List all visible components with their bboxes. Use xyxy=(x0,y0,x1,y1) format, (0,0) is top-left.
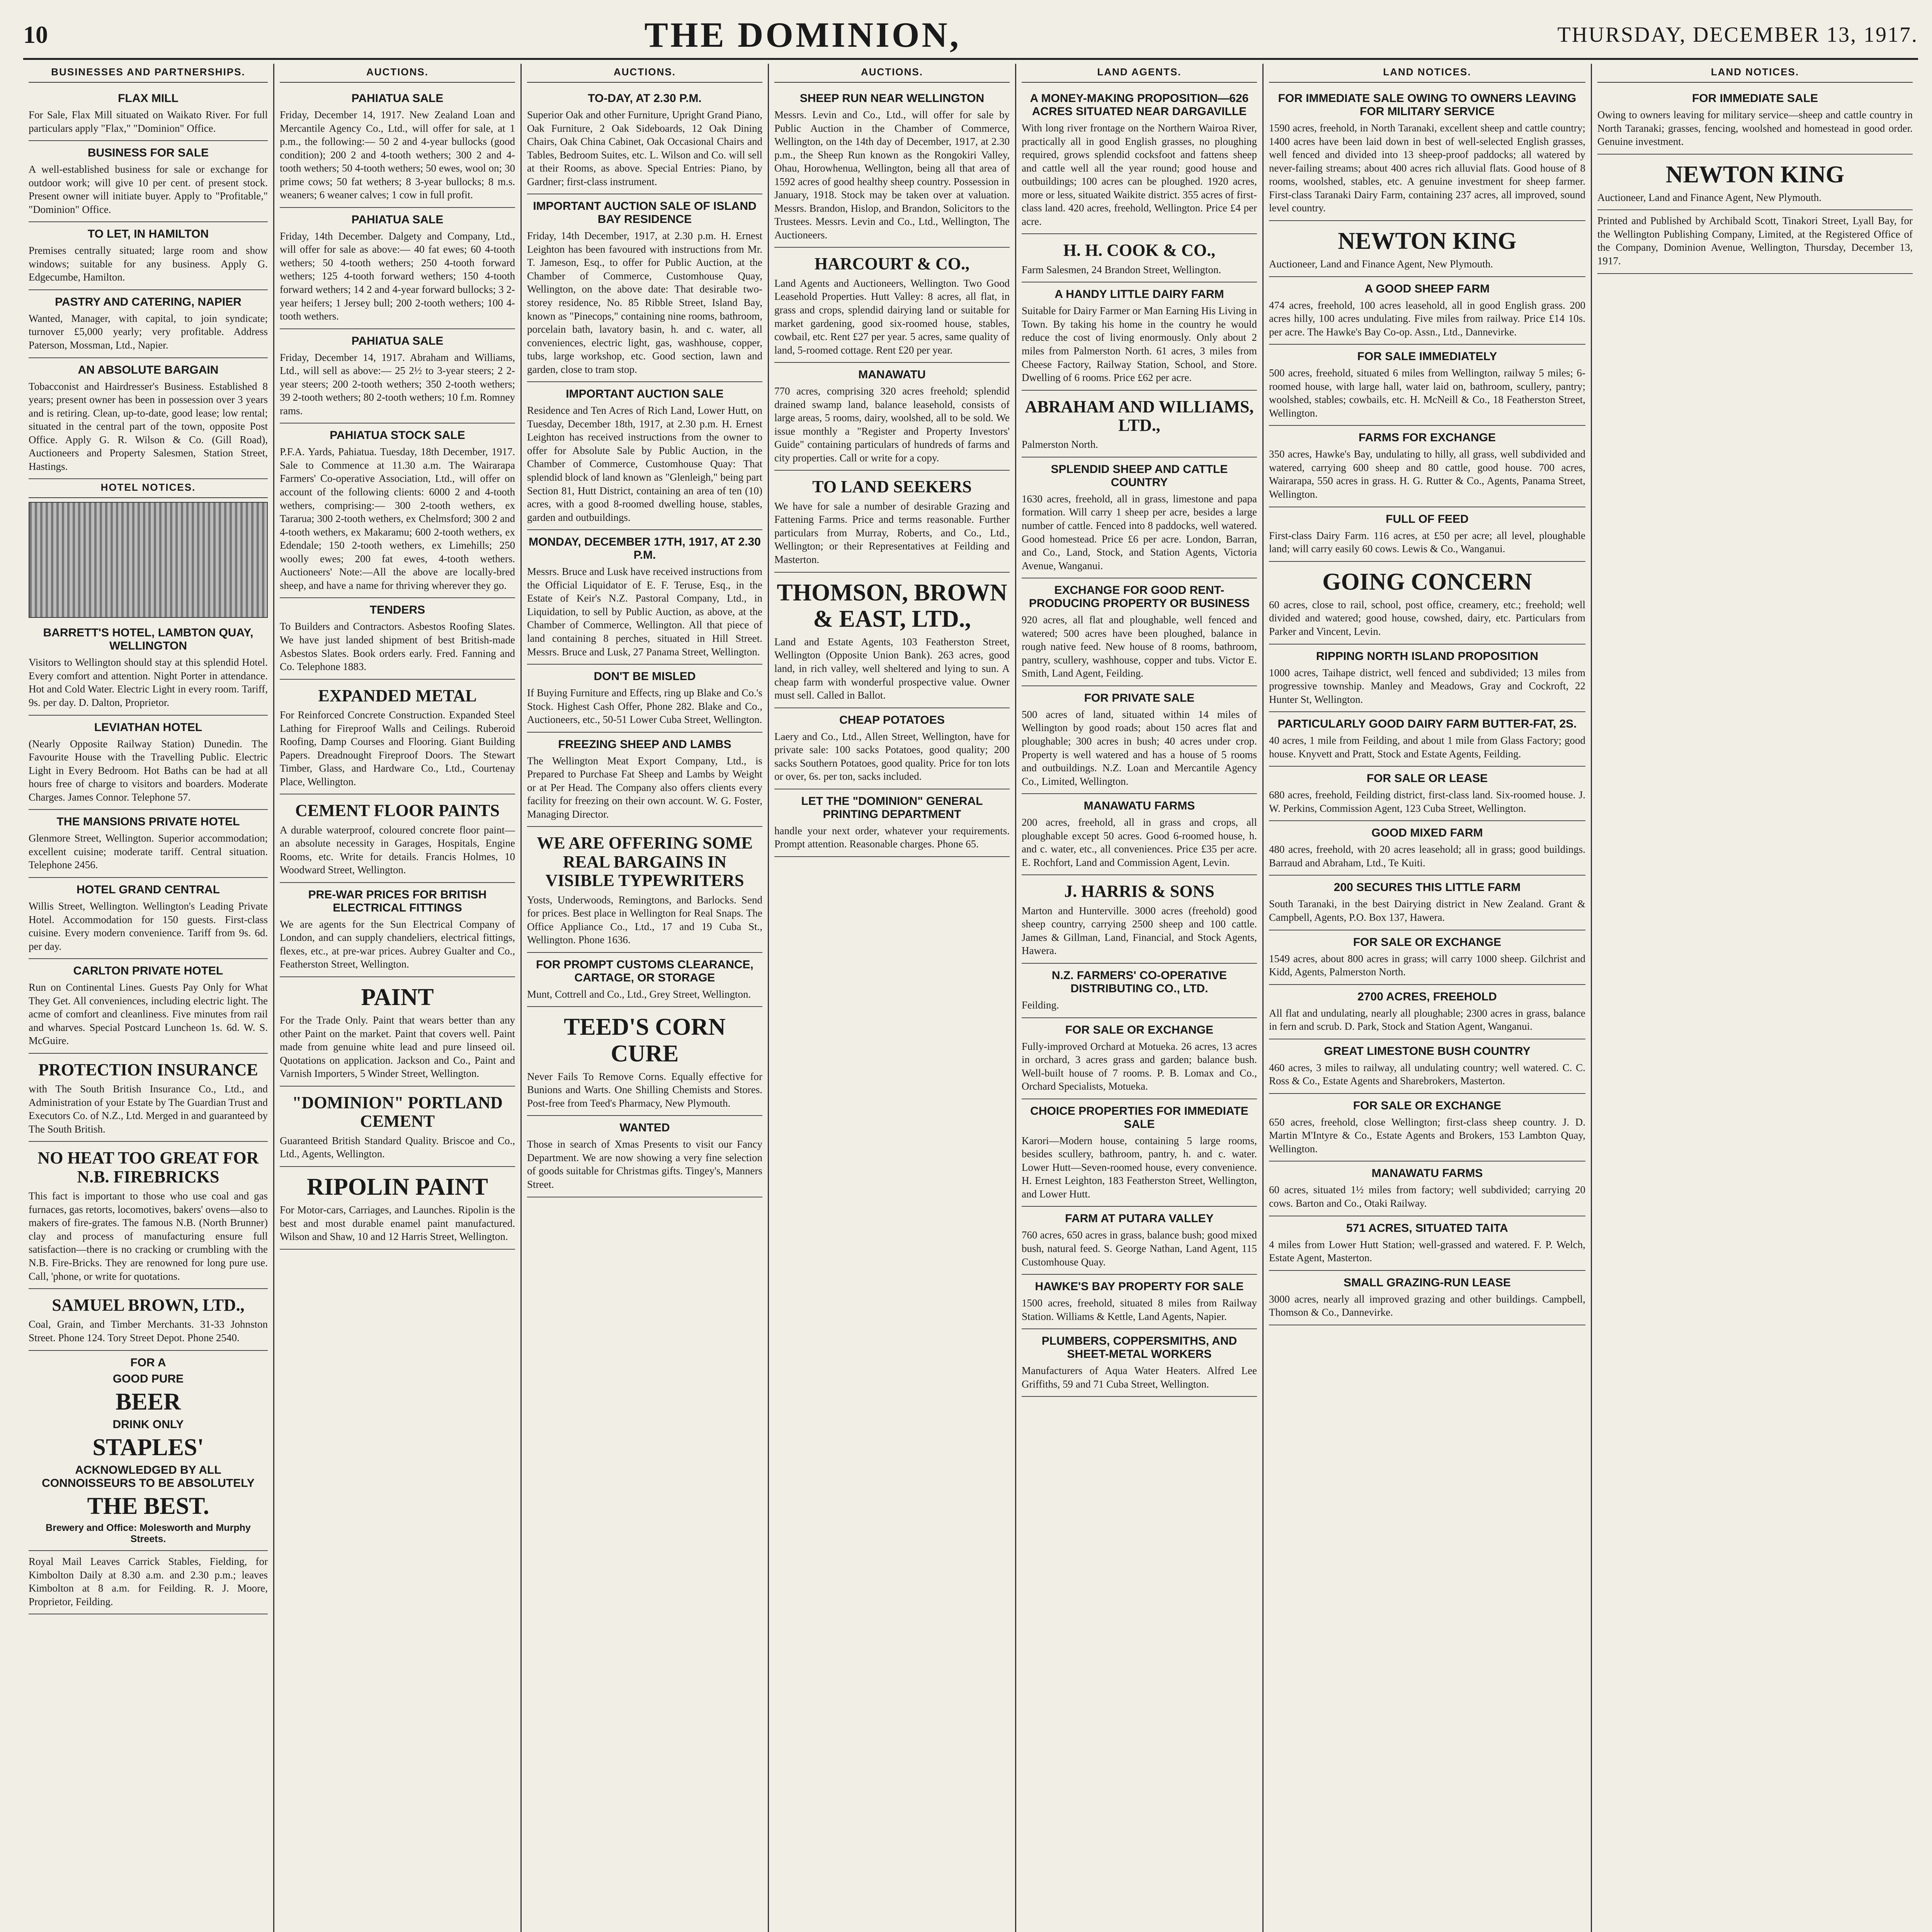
advert-text: 650 acres, freehold, close Wellington; first-class sheep country. J. D. Martin M'Intyre & Co., Estate Agents and Brokers, 153 Lambton Quay, Wellington. xyxy=(1269,1116,1585,1155)
advert-text: handle your next order, whatever your requirements. Prompt attention. Reasonable charges. Phone 65. xyxy=(774,825,1010,850)
advert xyxy=(280,423,515,598)
advert-heading: NEWTON KING xyxy=(1338,228,1517,254)
section-heading: LAND NOTICES. xyxy=(1597,64,1913,83)
advert-heading: IMPORTANT AUCTION SALE xyxy=(566,388,724,401)
advert-text: For the Trade Only. Paint that wears better than any other Paint on the market. Paint that covers well. Paint made from genuine white lead and pure linseed oil. Quotations on application. Jackson and Co., Paint and Varnish Importers, 5 Winder Street, Wellington. xyxy=(280,1014,515,1080)
advert-text: 920 acres, all flat and ploughable, well fenced and watered; 500 acres have been ploughed, balance in rough native feed. New house of 8 rooms, bathroom, pantry, scullery, washhouse, copper and tubs. Victor E. Smith, Land Agent, Feilding. xyxy=(1022,614,1257,679)
advert xyxy=(29,1551,268,1614)
advert-heading: ABRAHAM AND WILLIAMS, LTD., xyxy=(1025,397,1254,435)
masthead xyxy=(23,12,1918,60)
newspaper-title: THE DOMINION, xyxy=(644,15,961,54)
advert-heading: A GOOD SHEEP FARM xyxy=(1364,282,1490,295)
section-heading: LAND AGENTS. xyxy=(1022,64,1257,83)
advert-heading: N.Z. FARMERS' CO-OPERATIVE DISTRIBUTING CO., LTD. xyxy=(1051,969,1227,995)
page-number: 10 xyxy=(23,21,48,48)
advert xyxy=(774,87,1010,248)
advert-text: Marton and Hunterville. 3000 acres (freehold) good sheep country, carrying 2500 sheep and 100 cattle. James & Gillman, Land, Financial, and Stock Agents, Hawera. xyxy=(1022,905,1257,957)
advert xyxy=(29,222,268,290)
advert-text: With long river frontage on the Northern Wairoa River, practically all in good English grasses, no ploughing required, grows splendid cocksfoot and fattens sheep and cattle well all the year round; good house and outbuildings; 100 acres can be ploughed. 1920 acres, more or less, situated Waikite district. 355 acres of first-class land. 420 acres, freehold, Wellington. Price £4 per acre. xyxy=(1022,122,1257,227)
advert xyxy=(29,87,268,141)
advert xyxy=(527,194,762,382)
advert-heading: CEMENT FLOOR PAINTS xyxy=(295,801,500,820)
advert xyxy=(1269,1094,1585,1162)
advert-heading: EXPANDED METAL xyxy=(318,686,477,705)
advert-text: 60 acres, close to rail, school, post office, creamery, etc.; freehold; well divided and watered; good house, cowshed, dairy, etc. Particulars from Parker and Vincent, Levin. xyxy=(1269,599,1585,637)
advert-heading: FOR SALE OR EXCHANGE xyxy=(1353,935,1502,949)
column-5 xyxy=(1016,64,1264,1932)
advert xyxy=(1022,686,1257,794)
advert xyxy=(29,1054,268,1142)
advert xyxy=(1269,712,1585,767)
advert-heading: MANAWATU xyxy=(858,368,926,381)
advert-text: Yosts, Underwoods, Remingtons, and Barlocks. Send for prices. Best place in Wellington for Real Snaps. The Office Appliance Co., Ltd., 17 and 19 Cuba St., Wellington. Phone 1636. xyxy=(527,894,762,946)
advert xyxy=(1269,87,1585,221)
advert-heading: HARCOURT & CO., xyxy=(815,254,969,274)
advert xyxy=(1269,930,1585,985)
advert-heading: 571 ACRES, SITUATED TAITA xyxy=(1346,1221,1508,1235)
advert xyxy=(774,363,1010,471)
advert-text: We have for sale a number of desirable Grazing and Fattening Farms. Price and terms reasonable. Further particulars from Murray, Roberts, and Co., Ltd., Wellington; or their Representatives at Feilding and Masterton. xyxy=(774,500,1010,565)
advert-heading: TO-DAY, AT 2.30 P.M. xyxy=(588,92,702,105)
advert-heading: FREEZING SHEEP AND LAMBS xyxy=(558,738,731,751)
section-heading: AUCTIONS. xyxy=(280,64,515,83)
advert-heading: FOR SALE OR EXCHANGE xyxy=(1065,1023,1214,1036)
advert-heading: EXCHANGE FOR GOOD RENT-PRODUCING PROPERTY OR BUSINESS xyxy=(1029,584,1250,610)
advert-heading: RIPOLIN PAINT xyxy=(306,1173,488,1200)
advert-heading: A HANDY LITTLE DAIRY FARM xyxy=(1054,288,1224,301)
advert xyxy=(29,878,268,959)
advert xyxy=(527,382,762,530)
advert-text: 200 acres, freehold, all in grass and crops, all ploughable except 50 acres. Good 6-roomed house, h. and c. water, etc., all conveniences. Price £35 per acre. E. Rochfort, Land and Commission Agent, Levin. xyxy=(1022,816,1257,868)
column-4 xyxy=(769,64,1016,1932)
advert-text: Tobacconist and Hairdresser's Business. Established 8 years; present owner has been in possession over 3 years and is retiring. Clean, up-to-date, good lease; low rental; situated in the central part of the town, opposite Post Office. Apply G. R. Wilson & Co. (Gill Road), Auctioneers and Property Salesmen, Station Street, Hastings. xyxy=(29,380,268,472)
advert-text: Land and Estate Agents, 103 Featherston Street, Wellington (Opposite Union Bank). 263 acres, good land, in rich valley, well sheltered and lying to sun. A cheap farm with wonderful prospective value. Owner must sell. Called in Ballot. xyxy=(774,636,1010,701)
advert-text: Karori—Modern house, containing 5 large rooms, besides scullery, bathroom, pantry, h. and c. water. Lower Hutt—Seven-roomed house, every convenience. H. Ernest Leighton, 183 Featherston Street, Wellington, and Lower Hutt. xyxy=(1022,1134,1257,1200)
advert xyxy=(280,680,515,795)
advert-heading: LEVIATHAN HOTEL xyxy=(94,721,202,734)
advert-heading: GOING CONCERN xyxy=(1322,568,1532,595)
advert-text: 1500 acres, freehold, situated 8 miles from Railway Station. Williams & Kettle, Land Agents, Napier. xyxy=(1022,1297,1257,1322)
advert xyxy=(527,530,762,665)
advert-heading: PAHIATUA SALE xyxy=(351,92,444,105)
advert-text: Those in search of Xmas Presents to visit our Fancy Department. We are now showing a very fine selection of goods suitable for Christmas gifts. Tingey's, Manners Street. xyxy=(527,1138,762,1190)
hotel-illustration xyxy=(29,502,268,618)
advert-heading: PLUMBERS, COPPERSMITHS, AND SHEET-METAL WORKERS xyxy=(1041,1335,1237,1361)
advert xyxy=(1269,426,1585,507)
column-2 xyxy=(274,64,522,1932)
advert xyxy=(1269,876,1585,930)
advert-text: 40 acres, 1 mile from Feilding, and about 1 mile from Glass Factory; good house. Knyvett and Pratt, Stock and Estate Agents, Feilding. xyxy=(1269,735,1585,760)
advert-text: If Buying Furniture and Effects, ring up Blake and Co.'s Stock. Highest Cash Offer, Phone 282. Blake and Co., Auctioneers, etc., 50-51 Lower Cuba Street, Wellington. xyxy=(527,687,762,726)
advert xyxy=(280,883,515,977)
advert-text: Glenmore Street, Wellington. Superior accommodation; excellent cuisine; moderate tariff. Central situation. Telephone 2456. xyxy=(29,832,268,871)
section-heading: AUCTIONS. xyxy=(774,64,1010,83)
advert xyxy=(527,827,762,952)
advert xyxy=(527,733,762,827)
advert xyxy=(1269,821,1585,876)
advert-heading: LET THE "DOMINION" GENERAL PRINTING DEPARTMENT xyxy=(801,794,983,821)
advert-text: 770 acres, comprising 320 acres freehold; splendid drained swamp land, balance leasehold, consists of large areas, 5 rooms, dairy, woolshed, all to be sold. We issue monthly a "Register and Property Investors' Guide" containing particulars of hundreds of farms and city properties. Call or write for a copy. xyxy=(774,385,1010,464)
advert xyxy=(1022,87,1257,234)
advert-heading: PAINT xyxy=(361,984,434,1011)
advert-text: 480 acres, freehold, with 20 acres leasehold; all in grass; good buildings. Barraud and Abraham, Ltd., Te Kuiti. xyxy=(1269,844,1585,869)
advert-text: Friday, December 14, 1917. New Zealand Loan and Mercantile Agency Co., Ltd., will offer for sale, at 1 p.m., the following:— 50 2 and 4-year bullocks (good condition); 200 2 and 4-tooth wethers; 300 2 and 4-tooth wethers; 50 4-tooth wethers; 50 ewes, wool on; 30 prime cows; 50 fat wethers; 8 3-year bullocks; 8 m.s. weaners; 6 weaner calves; 1 cow in full profit. xyxy=(280,109,515,201)
advert xyxy=(29,621,268,715)
advert-text: Guaranteed British Standard Quality. Briscoe and Co., Ltd., Agents, Wellington. xyxy=(280,1134,515,1160)
advert-text: Messrs. Levin and Co., Ltd., will offer for sale by Public Auction in the Chamber of Commerce, Wellington, on the 14th day of December, 1917, at 2.30 p.m., the Sheep Run known as the Rongokiri Valley, Ohau, Horowhenua, Wellington, being all that area of 1592 acres of good healthy sheep country. Possession in January, 1918. Stock may be taken over at valuation. Messrs. Brandon, Hislop, and Brandon, Solicitors to the Trustees. Messrs. Levin and Co., Ltd., Wellington, The Auctioneers. xyxy=(774,109,1010,241)
advert xyxy=(29,810,268,878)
advert xyxy=(280,598,515,679)
advert-text: Coal, Grain, and Timber Merchants. 31-33 Johnston Street. Phone 124. Tory Street Depot. Phone 2540. xyxy=(29,1318,268,1344)
advert xyxy=(1269,221,1585,277)
advert xyxy=(280,1167,515,1250)
advert-heading: FOR IMMEDIATE SALE OWING TO OWNERS LEAVING FOR MILITARY SERVICE xyxy=(1278,92,1577,118)
advert-text: P.F.A. Yards, Pahiatua. Tuesday, 18th December, 1917. Sale to Commence at 11.30 a.m. The Wairarapa Farmers' Co-operative Association, Ltd., will offer on account of the following clients: 6000 2 and 4-tooth wethers, comprising:— 300 2-tooth wethers, ex Tararua; 300 2-tooth wethers, ex Chelmsford; 300 2 and 4-tooth wethers, ex Makaramu; 600 2-tooth wethers, ex Edendale; 150 2-tooth wethers, ex Limehills; 250 woolly ewes; 200 fat ewes, 4-tooth wethers. Auctioneers' Note:—All the above are locally-bred sheep, and have a name for thriving wherever they go. xyxy=(280,446,515,591)
advert-heading: PAHIATUA SALE xyxy=(351,213,444,226)
advert-heading: TEED'S CORN CURE xyxy=(564,1014,726,1067)
advert-text: We are agents for the Sun Electrical Company of London, and can supply chandeliers, electrical fittings, flexes, etc., at pre-war prices. Aubrey Gualter and Co., Featherston Street, Wellington. xyxy=(280,918,515,970)
advert-heading: CARLTON PRIVATE HOTEL xyxy=(73,964,223,978)
advert-heading: SAMUEL BROWN, LTD., xyxy=(52,1296,245,1315)
advert-text: To Builders and Contractors. Asbestos Roofing Slates. We have just landed shipment of best British-made Asbestos Slates. Book orders early. Fred. Fanning and Co. Telephone 1883. xyxy=(280,621,515,673)
section-heading: HOTEL NOTICES. xyxy=(29,479,268,498)
advert xyxy=(1022,578,1257,686)
advert xyxy=(280,977,515,1087)
column-1 xyxy=(23,64,274,1932)
advert xyxy=(1269,345,1585,426)
advert-text: This fact is important to those who use coal and gas furnaces, gas retorts, locomotives, bakers' ovens—also to makers of fire-grates. The famous N.B. (North Brunner) clay and process of manufacturing ensure full satisfaction—there is no cracking or crumbling with the N.B. Fire-Bricks. They are renowned for long pure use. Call, 'phone, or write for quotations. xyxy=(29,1190,268,1282)
advert-heading: MANAWATU FARMS xyxy=(1083,799,1195,813)
advert-heading: CHEAP POTATOES xyxy=(839,713,945,726)
advert-text: Feilding. xyxy=(1022,999,1059,1011)
advert-text: A durable waterproof, coloured concrete floor paint—an absolute necessity in Garages, Hospitals, Engine Rooms, etc. Write for details. Francis Holmes, 10 Woodward Street, Wellington. xyxy=(280,824,515,876)
advert-text: Laery and Co., Ltd., Allen Street, Wellington, have for private sale: 100 sacks Potatoes, good quality; 200 sacks Southern Potatoes, good quality. Price for ton lots or over, 6s. per ton, sacks included. xyxy=(774,730,1010,782)
advert-headline: THE BEST. xyxy=(87,1493,209,1519)
advert xyxy=(280,794,515,883)
advert-text: Fully-improved Orchard at Motueka. 26 acres, 13 acres in orchard, 3 acres grass and garden; balance bush. Well-built house of 7 rooms. P. B. Lomax and Co., Orchard Specialists, Motueka. xyxy=(1022,1040,1257,1092)
advert xyxy=(774,248,1010,363)
advert xyxy=(527,1116,762,1197)
advert-heading: NO HEAT TOO GREAT FOR N.B. FIREBRICKS xyxy=(37,1148,259,1186)
advert-heading: TO LAND SEEKERS xyxy=(812,477,972,497)
advert-heading: FARMS FOR EXCHANGE xyxy=(1358,431,1496,444)
advert xyxy=(1022,457,1257,578)
advert-text: Willis Street, Wellington. Wellington's Leading Private Hotel. Accommodation for 150 guests. First-class cuisine. Every modern convenience. Tariff from 9s. 6d. per day. xyxy=(29,900,268,952)
advert-heading: PRE-WAR PRICES FOR BRITISH ELECTRICAL FITTINGS xyxy=(308,888,487,914)
advert xyxy=(29,290,268,358)
columns xyxy=(23,64,1918,1932)
printer-imprint: Printed and Published by Archibald Scott, Tinakori Street, Lyall Bay, for the Wellington Publishing Company, Limited, at the Registered Office of the Company, Dominion Avenue, Wellington, Thursday, December 13, 1917. xyxy=(1597,215,1913,267)
advert-heading: PAHIATUA STOCK SALE xyxy=(330,429,465,442)
advert-text: 4 miles from Lower Hutt Station; well-grassed and watered. F. P. Welch, Estate Agent, Masterton. xyxy=(1269,1238,1585,1264)
advert-heading: 200 SECURES THIS LITTLE FARM xyxy=(1333,881,1521,894)
advert xyxy=(1022,1275,1257,1329)
advert-text: Premises centrally situated; large room and show windows; suitable for any business. Apply G. Edgecumbe, Hamilton. xyxy=(29,245,268,283)
advert-text: Never Fails To Remove Corns. Equally effective for Bunions and Warts. One Shilling Chemists and Stores. Post-free from Teed's Pharmacy, New Plymouth. xyxy=(527,1070,762,1109)
brand-name: STAPLES' xyxy=(92,1434,204,1461)
advert-text: 60 acres, situated 1½ miles from factory; well subdivided; carrying 20 cows. Barton and Co., Otaki Railway. xyxy=(1269,1184,1585,1209)
advert xyxy=(29,141,268,222)
advert-text: Suitable for Dairy Farmer or Man Earning His Living in Town. By taking his home in the country he would reduce the cost of living enormously. Only about 2 miles from Palmerston North. 61 acres, 3 miles from Cheese Factory, Railway Station, School, and Store. Dwelling of 6 rooms. Price £62 per acre. xyxy=(1022,305,1257,384)
advert-line: GOOD PURE xyxy=(112,1372,184,1385)
advert-heading: PARTICULARLY GOOD DAIRY FARM BUTTER-FAT, 2S. xyxy=(1277,718,1577,731)
advert-text: 1590 acres, freehold, in North Taranaki, excellent sheep and cattle country; 1400 acres have been laid down in best of well-selected English grasses, well fenced and divided into 13 sheep-proof paddocks; all watered by never-failing streams; about 400 acres rich alluvial flats. Good house of 8 rooms, woolshed, stables, etc. A genuine investment for sheep farmer. First-class Taranaki Dairy Farm, containing 237 acres, all improved, sound level country. xyxy=(1269,122,1585,214)
advert-heading: FULL OF FEED xyxy=(1386,512,1469,526)
advert-heading: PAHIATUA SALE xyxy=(351,334,444,347)
advert xyxy=(527,953,762,1007)
advert xyxy=(527,1007,762,1116)
advert xyxy=(29,358,268,480)
issue-date: THURSDAY, DECEMBER 13, 1917. xyxy=(1557,23,1918,47)
advert-heading: H. H. COOK & CO., xyxy=(1063,241,1216,260)
advert xyxy=(29,1289,268,1350)
advert-heading: THOMSON, BROWN & EAST, LTD., xyxy=(777,579,1007,632)
column-3 xyxy=(522,64,769,1932)
advert-heading: FARM AT PUTARA VALLEY xyxy=(1065,1212,1214,1225)
advert-heading: THE MANSIONS PRIVATE HOTEL xyxy=(56,815,240,828)
advert-text: Wanted, Manager, with capital, to join syndicate; turnover £5,000 yearly; very profitable. Address Paterson, Mossman, Ltd., Napier. xyxy=(29,312,268,351)
advert-line: DRINK ONLY xyxy=(112,1418,184,1431)
advert-heading: HAWKE'S BAY PROPERTY FOR SALE xyxy=(1035,1280,1244,1293)
advert xyxy=(1269,1162,1585,1216)
advert-heading: NEWTON KING xyxy=(1665,161,1845,188)
advert-heading: MANAWATU FARMS xyxy=(1371,1167,1483,1180)
advert-heading: FOR SALE OR EXCHANGE xyxy=(1353,1099,1502,1112)
section-heading: AUCTIONS. xyxy=(527,64,762,83)
advert xyxy=(29,959,268,1054)
advert-text: 500 acres, freehold, situated 6 miles from Wellington, railway 5 miles; 6-roomed house, with large hall, water laid on, bathroom, scullery, pantry; woolshed, stables; cowbails, etc. H. McNeill & Co., 18 Featherston Street, Wellington. xyxy=(1269,367,1585,419)
advert-text: Royal Mail Leaves Carrick Stables, Fielding, for Kimbolton Daily at 8.30 a.m. and 2.30 p.m.; leaves Kimbolton at 8 a.m. for Feilding. R. J. Moore, Proprietor, Feilding. xyxy=(29,1556,268,1607)
advert xyxy=(280,87,515,208)
advert-heading: PASTRY AND CATERING, NAPIER xyxy=(55,295,242,308)
advert-text: For Motor-cars, Carriages, and Launches. Ripolin is the best and most durable enamel paint manufactured. Wilson and Shaw, 10 and 12 Harris Street, Wellington. xyxy=(280,1204,515,1243)
advert xyxy=(1269,1216,1585,1271)
advert-heading: AN ABSOLUTE BARGAIN xyxy=(78,363,219,376)
advert xyxy=(1269,767,1585,821)
advert-text: Palmerston North. xyxy=(1022,439,1098,451)
advert-text: Auctioneer, Land and Finance Agent, New Plymouth. xyxy=(1269,258,1493,270)
advert-text: Run on Continental Lines. Guests Pay Only for What They Get. All conveniences, including electric light. The acme of comfort and cleanliness. Five minutes from rail and wharves. Special Postcard Luncheon 1s. 6d. W. S. McGuire. xyxy=(29,981,268,1047)
advert-heading: BUSINESS FOR SALE xyxy=(87,146,209,160)
advert-heading: WE ARE OFFERING SOME REAL BARGAINS IN VISIBLE TYPEWRITERS xyxy=(537,833,753,890)
column-6 xyxy=(1264,64,1592,1932)
advert-text: 474 acres, freehold, 100 acres leasehold, all in good English grass. 200 acres hilly, 100 acres undulating. Five miles from railway. Price £14 10s. per acre. The Hawke's Bay Co-op. Assn., Ltd., Dannevirke. xyxy=(1269,299,1585,338)
advert-text: with The South British Insurance Co., Ltd., and Administration of your Estate by The Guardian Trust and Executors Co. of N.Z., Ltd. Merged in and guaranteed by The South British. xyxy=(29,1083,268,1135)
advert-heading: DON'T BE MISLED xyxy=(594,670,696,683)
advert xyxy=(1269,277,1585,345)
advert-heading: TENDERS xyxy=(369,604,425,617)
advert-heading: MONDAY, DECEMBER 17TH, 1917, AT 2.30 P.M. xyxy=(529,536,761,562)
advert-heading: GOOD MIXED FARM xyxy=(1371,827,1483,840)
advert xyxy=(280,208,515,329)
advert-heading: TO LET, IN HAMILTON xyxy=(87,228,209,241)
advert-text: 350 acres, Hawke's Bay, undulating to hilly, all grass, well subdivided and watered, carrying 600 sheep and 80 cattle, good house. 700 acres, Wairarapa, 550 acres in grass. H. G. Rutter & Co., Agents, Panama Street, Wellington. xyxy=(1269,448,1585,500)
advert-heading: SPLENDID SHEEP AND CATTLE COUNTRY xyxy=(1051,463,1228,489)
advert-heading: SMALL GRAZING-RUN LEASE xyxy=(1344,1276,1511,1289)
advert-text: Land Agents and Auctioneers, Wellington. Two Good Leasehold Properties. Hutt Valley: 8 acres, all flat, in grass and crops, splendid dairying land or suitable for market gardening, good six-roomed house, stables, cowbail, etc. Rent £27 per year. 5 acres, same quality of land, 5-roomed cottage. Rent £20 per year. xyxy=(774,277,1010,356)
advert xyxy=(1022,282,1257,390)
advert xyxy=(1022,391,1257,457)
advert xyxy=(1269,562,1585,645)
advert xyxy=(1022,875,1257,964)
advert xyxy=(1022,234,1257,282)
advert xyxy=(1269,985,1585,1039)
advert-text: 1549 acres, about 800 acres in grass; will carry 1000 sheep. Gilchrist and Kidd, Agents, Palmerston North. xyxy=(1269,952,1585,978)
advert-text: 1000 acres, Taihape district, well fenced and subdivided; 13 miles from progressive township. Manley and Meadows, Gray and Cockroft, 22 Hunter St, Wellington. xyxy=(1269,667,1585,705)
advert xyxy=(1022,1329,1257,1397)
column-7 xyxy=(1592,64,1918,1932)
advert xyxy=(774,471,1010,572)
advert xyxy=(774,789,1010,857)
advert xyxy=(1022,794,1257,875)
advert-text: First-class Dairy Farm. 116 acres, at £50 per acre; all level, ploughable land; will carry easily 60 cows. Lewis & Co., Wanganui. xyxy=(1269,529,1585,555)
advert-heading: "DOMINION" PORTLAND CEMENT xyxy=(292,1093,503,1131)
advert-text: All flat and undulating, nearly all ploughable; 2300 acres in grass, balance in fern and scrub. D. Park, Stock and Station Agent, Wanganui. xyxy=(1269,1007,1585,1032)
advert-text: The Wellington Meat Export Company, Ltd., is Prepared to Purchase Fat Sheep and Lambs by Weight or at Per Head. The Company also offers clients every facility for freezing on their own account. W. G. Foster, Managing Director. xyxy=(527,755,762,820)
advert-text: 460 acres, 3 miles to railway, all undulating country; well watered. C. C. Ross & Co., Estate Agents and Sharebrokers, Masterton. xyxy=(1269,1061,1585,1087)
advert-text: Manufacturers of Aqua Water Heaters. Alfred Lee Griffiths, 59 and 71 Cuba Street, Wellington. xyxy=(1022,1365,1257,1390)
advert-heading: FOR SALE IMMEDIATELY xyxy=(1357,350,1497,363)
advert-text: Residence and Ten Acres of Rich Land, Lower Hutt, on Tuesday, December 18th, 1917, at 2.30 p.m. H. Ernest Leighton has received instructions from the owner to offer for Absolute Sale by Public Auction, in the Chamber of Commerce, Customhouse Quay: That splendid block of land known as "Glenleigh," being part Section 81, Hutt District, containing an area of ten (10) acres, with a good 8-roomed dwelling house, stables, garden and outbuildings. xyxy=(527,405,762,523)
advert-heading: CHOICE PROPERTIES FOR IMMEDIATE SALE xyxy=(1030,1104,1248,1131)
imprint xyxy=(1597,210,1913,274)
advert-text: Farm Salesmen, 24 Brandon Street, Wellington. xyxy=(1022,264,1221,276)
advert-heading: WANTED xyxy=(619,1121,670,1134)
advert-text: Munt, Cottrell and Co., Ltd., Grey Street, Wellington. xyxy=(527,988,751,1000)
advert-line: ACKNOWLEDGED BY ALL CONNOISSEURS TO BE ABSOLUTELY xyxy=(42,1463,255,1490)
advert xyxy=(1269,1039,1585,1094)
advert-heading: FOR IMMEDIATE SALE xyxy=(1692,92,1818,105)
advert-text: Owing to owners leaving for military service—sheep and cattle country in North Taranaki; grasses, fencing, woolshed and homestead in good order. Genuine investment. xyxy=(1597,109,1913,148)
advert xyxy=(29,1142,268,1289)
advert-text: Visitors to Wellington should stay at this splendid Hotel. Every comfort and attention. Night Porter in attendance. Hot and Cold Water. Electric Light in every room. Tariff, 9s. per day. D. Dalton, Proprietor. xyxy=(29,656,268,709)
advert-text: A well-established business for sale or exchange for outdoor work; will give 10 per cent. of present stock. Present owner will initiate buyer. Apply to "Profitable," "Dominion" Office. xyxy=(29,163,268,215)
advert-line: FOR A xyxy=(130,1356,166,1369)
advert-heading: BARRETT'S HOTEL, LAMBTON QUAY, WELLINGTON xyxy=(43,626,253,653)
advert-heading: IMPORTANT AUCTION SALE OF ISLAND BAY RESIDENCE xyxy=(533,200,757,226)
advert-text: 500 acres of land, situated within 14 miles of Wellington by good roads; about 150 acres flat and ploughable; 300 acres in bush; 40 acres under crop. Property is well watered and has a house of 5 rooms and outbuildings. N.Z. Loan and Mercantile Agency Co., Limited, Wellington. xyxy=(1022,708,1257,787)
advert xyxy=(280,1087,515,1167)
advert-text: South Taranaki, in the best Dairying district in New Zealand. Grant & Campbell, Agents, P.O. Box 137, Hawera. xyxy=(1269,898,1585,923)
advert-text: Friday, 14th December. Dalgety and Company, Ltd., will offer for sale as above:— 40 fat ewes; 60 4-tooth wethers; 50 4-tooth wethers; 250 4-tooth forward wethers; 125 4-tooth forward wethers; 150 4-tooth forward wethers; 14 2 and 4-year forward bullocks; 3 2-year heifers; 1 Jersey bull; 200 2-tooth wethers; 100 4-tooth wethers. xyxy=(280,230,515,322)
advert-text: Friday, 14th December, 1917, at 2.30 p.m. H. Ernest Leighton has been favoured with instructions from Mr. T. Jameson, Esq., to offer for Public Auction, at the Chamber of Commerce, Customhouse Quay, Wellington, on the above date: That desirable two-storey residence, No. 85 Ribble Street, Island Bay, known as "Pinecops," containing nine rooms, bathroom, porcelain bath, lavatory basin, h. and c. water, all conveniences, electric light, gas, washhouse, copper, tubs, large workshop, etc. Good section, lawn and garden, close to tram stop. xyxy=(527,230,762,375)
advert-text: Auctioneer, Land and Finance Agent, New Plymouth. xyxy=(1597,191,1822,203)
advert xyxy=(527,665,762,733)
advert-address: Brewery and Office: Molesworth and Murphy Streets. xyxy=(46,1522,251,1545)
advert xyxy=(774,708,1010,789)
advert-heading: FOR PRIVATE SALE xyxy=(1084,691,1195,704)
advert xyxy=(1597,155,1913,211)
advert-text: (Nearly Opposite Railway Station) Dunedin. The Favourite House with the Travelling Public. Electric Light in Every Bedroom. Hot Baths can be had at all hours free of charge to visitors and boarders. Moderate Charges. James Connor. Telephone 57. xyxy=(29,738,268,803)
advert-heading: FLAX MILL xyxy=(118,92,179,105)
advert xyxy=(774,573,1010,708)
advert xyxy=(1022,1018,1257,1099)
advert xyxy=(1022,964,1257,1018)
advert-heading: RIPPING NORTH ISLAND PROPOSITION xyxy=(1316,650,1539,663)
advert-text: For Reinforced Concrete Construction. Expanded Steel Lathing for Fireproof Walls and Ceilings. Ruberoid Roofing, Damp Courses and Flooring. Giant Building Papers. Dreadnought Fireproof Doors. The Stewart Timber, Glass, and Hardware Co., Ltd., Courtenay Place, Wellington. xyxy=(280,709,515,787)
advert-heading: GREAT LIMESTONE BUSH COUNTRY xyxy=(1324,1044,1531,1058)
advert xyxy=(1269,1271,1585,1325)
advert-heading: FOR PROMPT CUSTOMS CLEARANCE, CARTAGE, OR STORAGE xyxy=(536,958,753,984)
advert-text: 3000 acres, nearly all improved grazing and other buildings. Campbell, Thomson & Co., Dannevirke. xyxy=(1269,1293,1585,1318)
section-heading: BUSINESSES AND PARTNERSHIPS. xyxy=(29,64,268,83)
advert-text: 1630 acres, freehold, all in grass, limestone and papa formation. Will carry 1 sheep per acre, besides a large number of cattle. Fenced into 8 paddocks, well watered. Good homestead. Price £6 per acre. London, Barran, and Co., Land, Stock, and Station Agents, Victoria Avenue, Wanganui. xyxy=(1022,493,1257,571)
advert xyxy=(1022,1207,1257,1275)
advert-text: For Sale, Flax Mill situated on Waikato River. For full particulars apply "Flax," "Dominion" Office. xyxy=(29,109,268,134)
advert-heading: J. HARRIS & SONS xyxy=(1064,882,1214,901)
advert xyxy=(29,716,268,810)
advert xyxy=(1269,645,1585,713)
advert-text: Superior Oak and other Furniture, Upright Grand Piano, Oak Furniture, 2 Oak Sideboards, 12 Oak Dining Chairs, Oak China Cabinet, Oak Occasional Chairs and Tables, Bedroom Suites, etc. L. Wilson and Co. will sell at their Rooms, as above. Special Entries: Piano, by Gardner; first-class instrument. xyxy=(527,109,762,187)
advert xyxy=(280,329,515,424)
section-heading: LAND NOTICES. xyxy=(1269,64,1585,83)
advert xyxy=(1022,1099,1257,1207)
advert-headline: BEER xyxy=(116,1388,181,1415)
advert-heading: HOTEL GRAND CENTRAL xyxy=(76,883,220,896)
advert-heading: PROTECTION INSURANCE xyxy=(38,1060,258,1079)
advert-text: Friday, December 14, 1917. Abraham and Williams, Ltd., will sell as above:— 25 2½ to 3-year steers; 2 2-year steers; 200 2-tooth wethers; 350 2-tooth wethers; 39 2-tooth wethers; 80 2-tooth wethers; 10 f.m. Romney rams. xyxy=(280,351,515,417)
beer-advert xyxy=(29,1351,268,1551)
advert-heading: 2700 ACRES, FREEHOLD xyxy=(1357,990,1497,1003)
advert-heading: FOR SALE OR LEASE xyxy=(1366,772,1488,785)
advert xyxy=(1597,87,1913,155)
advert-text: Messrs. Bruce and Lusk have received instructions from the Official Liquidator of E. F. Teruse, Esq., in the Estate of Keir's N.Z. Pastoral Company, Ltd., in Liquidation, to sell by Public Auction, as above, at the Chamber of Commerce, Wellington. All that piece of land containing 8 perches, situated in Hill Street. Messrs. Bruce and Lusk, 27 Panama Street, Wellington. xyxy=(527,566,762,658)
advert xyxy=(1269,507,1585,562)
advert-text: 760 acres, 650 acres in grass, balance bush; good mixed bush, natural feed. S. George Nathan, Land Agent, 115 Customhouse Quay. xyxy=(1022,1229,1257,1268)
advert xyxy=(527,87,762,194)
advert-heading: SHEEP RUN NEAR WELLINGTON xyxy=(799,92,985,105)
advert-heading: A MONEY-MAKING PROPOSITION—626 ACRES SITUATED NEAR DARGAVILLE xyxy=(1030,92,1249,118)
advert-text: 680 acres, freehold, Feilding district, first-class land. Six-roomed house. J. W. Perkins, Commission Agent, 123 Cuba Street, Wellington. xyxy=(1269,789,1585,814)
